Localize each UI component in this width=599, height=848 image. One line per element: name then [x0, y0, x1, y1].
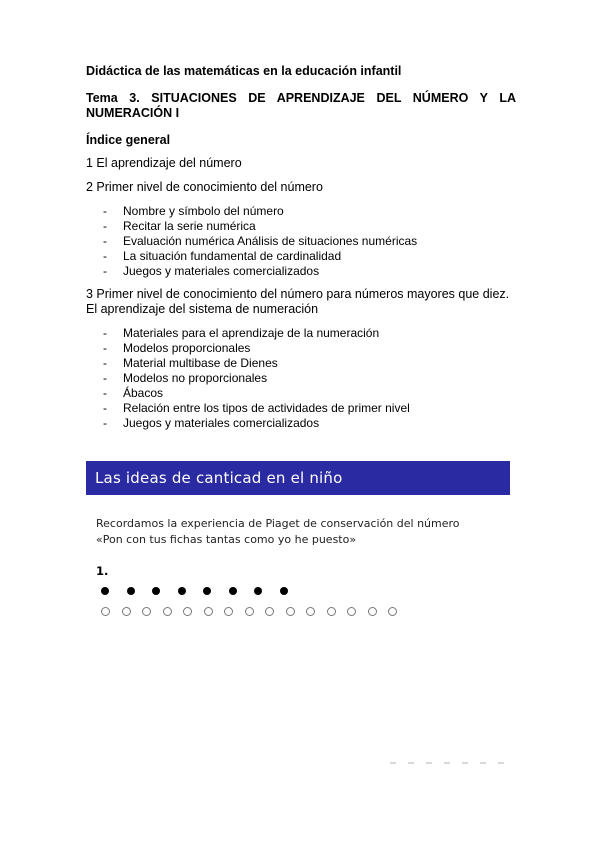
- embedded-slide: [86, 461, 510, 620]
- list-item: [86, 264, 516, 279]
- document-page: [86, 64, 516, 439]
- filled-counter-dot: [280, 587, 288, 595]
- list-item-text: Ábacos: [123, 386, 164, 400]
- list-item-text: Evaluación numérica Análisis de situaciones numéricas: [123, 234, 418, 248]
- empty-counter-dot: [224, 607, 233, 616]
- empty-counter-dot: [204, 607, 213, 616]
- empty-counter-dot: [347, 607, 356, 616]
- slide-line-1: Recordamos la experiencia de Piaget de conservación del número: [96, 517, 460, 530]
- list-item-text: Modelos proporcionales: [123, 341, 251, 355]
- empty-counter-dot: [163, 607, 172, 616]
- list-item: [86, 219, 516, 234]
- list-item: [86, 416, 516, 431]
- list-item-text: La situación fundamental de cardinalidad: [123, 249, 342, 263]
- list-item: [86, 249, 516, 264]
- list-item: [86, 386, 516, 401]
- filled-counter-dot: [152, 587, 160, 595]
- empty-counter-dot: [388, 607, 397, 616]
- filled-counter-dot: [127, 587, 135, 595]
- list-item-text: Juegos y materiales comercializados: [123, 264, 320, 278]
- empty-counter-dot: [327, 607, 336, 616]
- filled-counter-dot: [178, 587, 186, 595]
- section-3-list: [86, 326, 516, 431]
- filled-counter-dot: [101, 587, 109, 595]
- slide-line-2: «Pon con tus fichas tantas como yo he puesto»: [96, 533, 357, 546]
- empty-counter-dot: [265, 607, 274, 616]
- list-item: [86, 326, 516, 341]
- course-title: Didáctica de las matemáticas en la educación infantil: [86, 64, 402, 78]
- list-item: [86, 401, 516, 416]
- list-item-text: Material multibase de Dienes: [123, 356, 278, 370]
- empty-counter-dot: [245, 607, 254, 616]
- list-item-text: Nombre y símbolo del número: [123, 204, 284, 218]
- list-item: [86, 234, 516, 249]
- dash-marker: -: [103, 371, 107, 385]
- list-item-text: Relación entre los tipos de actividades de primer nivel: [123, 401, 410, 415]
- filled-counter-dot: [203, 587, 211, 595]
- list-item: [86, 341, 516, 356]
- list-item: [86, 204, 516, 219]
- filled-counter-dot: [229, 587, 237, 595]
- slide-number-label: 1.: [96, 564, 109, 578]
- list-item-text: Materiales para el aprendizaje de la numeración: [123, 326, 380, 340]
- dash-marker: -: [103, 204, 107, 218]
- dash-marker: -: [103, 264, 107, 278]
- topic-title: Tema 3. SITUACIONES DE APRENDIZAJE DEL NÚMERO Y LA NUMERACIÓN I: [86, 91, 516, 120]
- dash-marker: -: [103, 249, 107, 263]
- dash-marker: -: [103, 341, 107, 355]
- section-title-3: 3 Primer nivel de conocimiento del número para números mayores que diez. El aprendizaje del sistema de numeración: [86, 287, 510, 316]
- empty-counter-dot: [306, 607, 315, 616]
- dash-marker: -: [103, 219, 107, 233]
- section-title-1: 1 El aprendizaje del número: [86, 156, 242, 170]
- empty-counter-dot: [286, 607, 295, 616]
- dash-marker: -: [103, 326, 107, 340]
- list-item: [86, 371, 516, 386]
- slide-banner: Las ideas de canticad en el niño: [86, 461, 510, 495]
- filled-counter-dot: [254, 587, 262, 595]
- list-item-text: Modelos no proporcionales: [123, 371, 268, 385]
- empty-counter-dot: [101, 607, 110, 616]
- filled-dots-row: [96, 584, 510, 600]
- dash-marker: -: [103, 234, 107, 248]
- slide-text: [96, 516, 510, 548]
- empty-counter-dot: [142, 607, 151, 616]
- section-title-2: 2 Primer nivel de conocimiento del número: [86, 180, 323, 194]
- empty-counter-dot: [183, 607, 192, 616]
- list-item: [86, 356, 516, 371]
- dash-marker: -: [103, 401, 107, 415]
- dash-marker: -: [103, 356, 107, 370]
- empty-dots-row: [96, 604, 510, 620]
- list-item-text: Juegos y materiales comercializados: [123, 416, 320, 430]
- section-2-list: [86, 204, 516, 279]
- index-heading: Índice general: [86, 133, 171, 147]
- empty-counter-dot: [122, 607, 131, 616]
- empty-counter-dot: [368, 607, 377, 616]
- list-item-text: Recitar la serie numérica: [123, 219, 256, 233]
- dash-marker: -: [103, 416, 107, 430]
- dash-marker: -: [103, 386, 107, 400]
- faint-footer-marks: [390, 762, 508, 764]
